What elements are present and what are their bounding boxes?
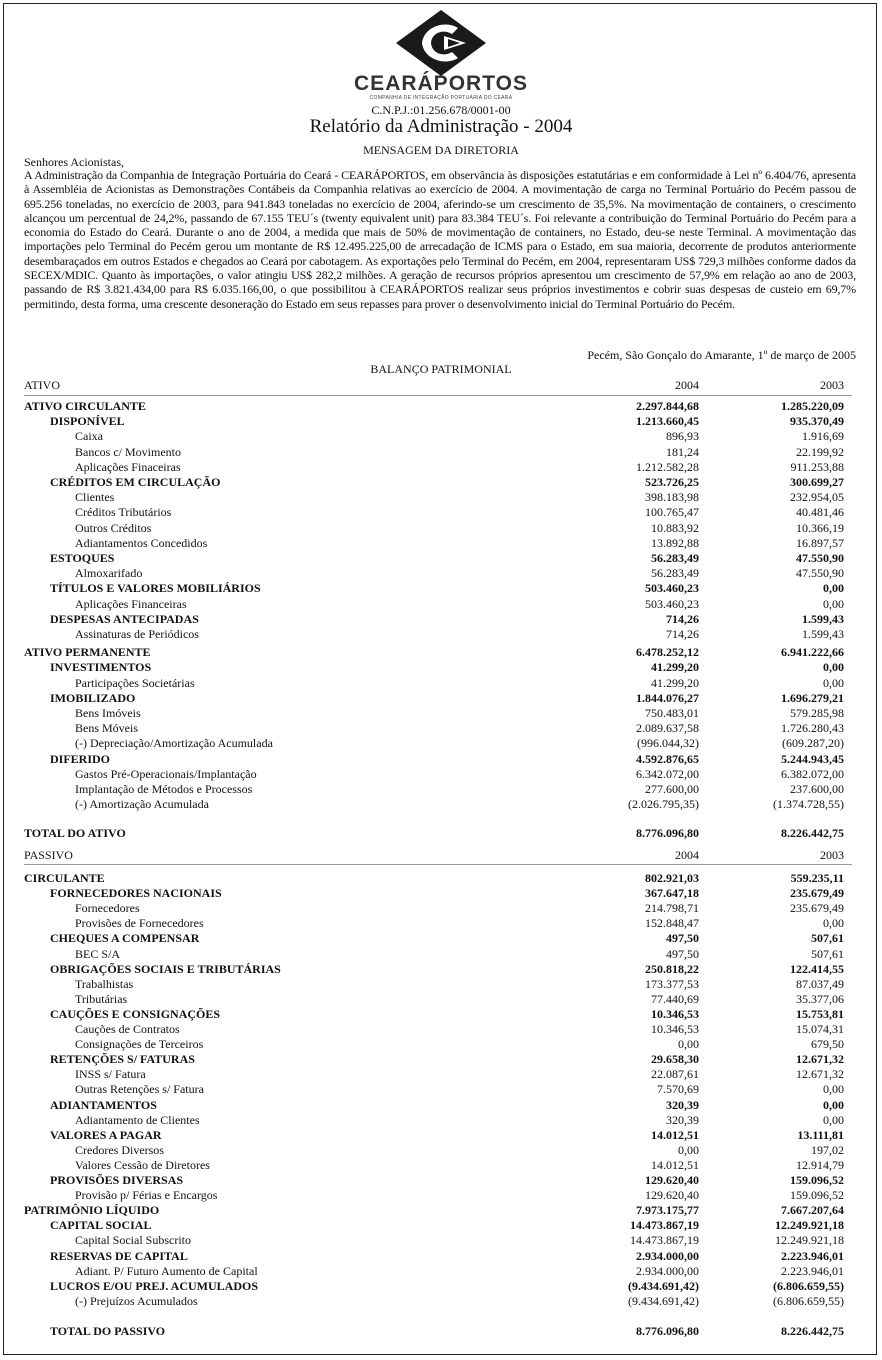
row-value-2003: 679,50 — [811, 1037, 844, 1052]
liability-row — [24, 931, 844, 946]
row-value-2004: 497,50 — [666, 946, 699, 961]
row-value-2004: 10.346,53 — [651, 1006, 699, 1021]
asset-row — [24, 660, 844, 675]
asset-row — [24, 612, 844, 627]
liability-row — [24, 1067, 844, 1082]
row-value-2003: 1.916,69 — [802, 429, 844, 444]
row-value-2003: 300.699,27 — [790, 475, 844, 489]
row-value-2004: 10.883,92 — [651, 520, 699, 535]
asset-row — [24, 566, 844, 581]
row-label: Outros Créditos — [75, 520, 152, 535]
row-value-2003: 15.074,31 — [796, 1022, 844, 1036]
row-value-2003: 13.111,81 — [797, 1127, 844, 1142]
liability-row — [24, 1294, 844, 1309]
row-value-2004: 2.934.000,00 — [636, 1248, 699, 1263]
row-label: Fornecedores — [75, 901, 140, 916]
liability-row — [24, 1279, 844, 1294]
liability-row — [24, 1143, 844, 1158]
row-label: Créditos Tributários — [75, 505, 172, 520]
row-label: Adiantamento de Clientes — [75, 1112, 200, 1127]
row-label: RESERVAS DE CAPITAL — [50, 1248, 188, 1263]
row-value-2004: 497,50 — [666, 931, 699, 946]
row-value-2004: 320,39 — [666, 1112, 699, 1127]
liability-row — [24, 871, 844, 886]
row-value-2004: 10.346,53 — [651, 1022, 699, 1036]
row-label: CRÉDITOS EM CIRCULAÇÃO — [50, 475, 221, 489]
liabilities-header-label: PASSIVO — [24, 848, 73, 862]
row-value-2003: 0,00 — [823, 581, 844, 596]
row-label: Cauções de Contratos — [75, 1022, 180, 1036]
row-value-2003: 7.667.207,64 — [781, 1203, 844, 1218]
row-value-2003: 12.671,32 — [796, 1067, 844, 1082]
row-value-2003: 6.382.072,00 — [781, 766, 844, 781]
row-value-2003: 16.897,57 — [796, 535, 844, 550]
liability-row — [24, 1249, 844, 1264]
row-value-2004: 14.012,51 — [651, 1157, 699, 1172]
row-label: ESTOQUES — [50, 551, 115, 565]
row-label: Valores Cessão de Diretores — [75, 1157, 210, 1172]
row-label: FORNECEDORES NACIONAIS — [50, 886, 222, 901]
total-assets-2004: 8.776.096,80 — [636, 826, 699, 840]
row-label: CHEQUES A COMPENSAR — [50, 931, 200, 946]
liability-row — [24, 916, 844, 931]
row-value-2003: 15.753,81 — [796, 1006, 844, 1021]
row-label: Adiantamentos Concedidos — [75, 535, 208, 550]
asset-row — [24, 445, 844, 460]
row-label: CAUÇÕES E CONSIGNAÇÕES — [50, 1006, 221, 1021]
row-value-2003: 122.414,55 — [790, 961, 844, 976]
row-label: PATRIMÔNIO LÍQUIDO — [24, 1203, 160, 1218]
row-label: DISPONÍVEL — [50, 414, 125, 429]
message-body: A Administração da Companhia de Integração Portuária do Ceará - CEARÁPORTOS, em observância às disposições estatutárias e em conformidade à Lei nº 6.404/76, apresenta à Assembléia de Acionistas as Demonstrações Contábeis da Companhia relativas ao exercício de 2004. A movimentação de carga no Terminal Portuário do Pecém passou de 695.256 toneladas, no exercício de 2003, para 941.843 toneladas no exercício de 2004, aferindo-se um crescimento de 35,5%. Na movimentação de containers, o crescimento alcançou um percentual de 24,2%, passando de 67.155 TEU´s (twenty equivalent unit) para 83.384 TEU´s. Foi relevante a contribuição do Terminal Portuário do Pecém para a economia do Estado do Ceará. Durante o ano de 2004, a medida que mais de 50% de movimentação de containers, no Estado, deu-se neste Terminal. A movimentação das importações pelo Terminal do Pecém gerou um montante de R$ 12.495.225,00 de arrecadação de ICMS para o Estado, em sua maioria, decorrente de produtos anteriormente desembaraçados em outros Estados e chegados ao Ceará por cabotagem. As exportações pelo Terminal do Pecém, em 2004, representaram US$ 729,3 milhões conforme dados da SECEX/MDIC. Quanto às importações, o valor atingiu US$ 282,2 milhões. A geração de recursos próprios apresentou um crescimento de 57,9% em relação ao ano de 2003, passando de R$ 3.821.434,00 para R$ 6.035.166,00, o que possibilitou à CEARÁPORTOS realizar seus próprios investimentos e cobrir suas despesas de custeio em 69,7% permitindo, desta forma, uma crescente desoneração do Estado em seus repasses para prover o desenvolvimento inicial do Terminal Portuário do Pecém. — [24, 168, 856, 311]
row-value-2003: 35.377,06 — [796, 991, 844, 1006]
row-label: DESPESAS ANTECIPADAS — [50, 611, 199, 626]
row-label: TÍTULOS E VALORES MOBILIÁRIOS — [50, 581, 261, 596]
row-label: (-) Amortização Acumulada — [75, 797, 209, 812]
asset-row — [24, 505, 844, 520]
row-label: Bens Imóveis — [75, 706, 141, 720]
liability-row — [24, 1203, 844, 1218]
row-value-2004: 802.921,03 — [645, 871, 699, 885]
row-value-2004: 714,26 — [666, 611, 699, 626]
row-value-2004: 29.658,30 — [651, 1052, 699, 1067]
row-label: CAPITAL SOCIAL — [50, 1218, 152, 1233]
row-label: Trabalhistas — [75, 976, 134, 991]
row-value-2004: 6.478.252,12 — [636, 645, 699, 660]
place-date: Pecém, São Gonçalo do Amarante, 1º de março de 2005 — [587, 348, 856, 362]
row-value-2003: 1.696.279,21 — [781, 690, 844, 705]
liability-row — [24, 947, 844, 962]
row-value-2003: 12.914,79 — [796, 1157, 844, 1172]
cnpj: C.N.P.J.:01.256.678/0001-00 — [371, 103, 511, 117]
liability-row — [24, 886, 844, 901]
row-value-2003: 1.285.220,09 — [781, 399, 844, 413]
row-value-2003: 197,02 — [811, 1142, 844, 1157]
row-value-2003: (6.806.659,55) — [773, 1293, 844, 1308]
row-value-2003: 0,00 — [823, 1097, 844, 1112]
salutation: Senhores Acionistas, — [24, 155, 124, 169]
row-label: Assinaturas de Periódicos — [75, 627, 199, 641]
row-value-2004: 1.212.582,28 — [636, 459, 699, 474]
row-value-2004: 277.600,00 — [645, 782, 699, 796]
row-value-2004: 56.283,49 — [651, 566, 699, 581]
asset-row — [24, 551, 844, 566]
row-value-2004: 77.440,69 — [651, 991, 699, 1006]
liability-row — [24, 1188, 844, 1203]
row-value-2003: 232.954,05 — [790, 490, 844, 505]
row-value-2003: 0,00 — [823, 916, 844, 931]
row-value-2004: 367.647,18 — [645, 886, 699, 901]
row-label: (-) Prejuízos Acumulados — [75, 1293, 198, 1308]
row-value-2004: 0,00 — [678, 1142, 699, 1157]
liability-row — [24, 1233, 844, 1248]
cearaportos-logo-icon — [386, 8, 496, 78]
divider — [24, 395, 852, 396]
asset-row — [24, 627, 844, 642]
row-value-2004: 14.473.867,19 — [630, 1218, 699, 1233]
asset-row — [24, 736, 844, 751]
assets-header-year-2003: 2003 — [820, 378, 844, 392]
row-value-2003: 12.249.921,18 — [775, 1218, 844, 1233]
row-value-2004: (9.434.691,42) — [628, 1278, 699, 1293]
total-liabilities-2003: 8.226.442,75 — [781, 1324, 844, 1338]
row-value-2004: 2.089.637,58 — [636, 721, 699, 736]
row-label: RETENÇÕES S/ FATURAS — [50, 1052, 195, 1067]
row-value-2003: 1.599,43 — [802, 627, 844, 641]
liability-row — [24, 1022, 844, 1037]
row-label: PROVISÕES DIVERSAS — [50, 1173, 184, 1187]
row-value-2004: (9.434.691,42) — [628, 1293, 699, 1308]
row-value-2004: 503.460,23 — [645, 581, 699, 596]
asset-row — [24, 414, 844, 429]
balance-sheet-title: BALANÇO PATRIMONIAL — [370, 362, 512, 376]
row-value-2004: 1.844.076,27 — [636, 690, 699, 705]
row-value-2004: 320,39 — [666, 1097, 699, 1112]
row-value-2004: 523.726,25 — [645, 475, 699, 489]
row-value-2003: 911.253,88 — [790, 459, 844, 474]
row-value-2003: 0,00 — [823, 675, 844, 690]
row-value-2004: 129.620,40 — [645, 1188, 699, 1203]
asset-row — [24, 490, 844, 505]
row-value-2004: 41.299,20 — [651, 660, 699, 675]
row-value-2003: 237.600,00 — [790, 782, 844, 796]
row-value-2003: 10.366,19 — [796, 520, 844, 535]
row-value-2004: 4.592.876,65 — [636, 751, 699, 766]
row-value-2004: 2.934.000,00 — [636, 1263, 699, 1278]
liability-row — [24, 962, 844, 977]
row-value-2003: (6.806.659,55) — [773, 1278, 844, 1293]
row-value-2003: 5.244.943,45 — [781, 751, 844, 766]
row-label: Participações Societárias — [75, 675, 195, 690]
row-value-2003: 1.726.280,43 — [781, 721, 844, 736]
row-label: Capital Social Subscrito — [75, 1233, 191, 1248]
row-label: Provisão p/ Férias e Encargos — [75, 1188, 218, 1203]
liability-row — [24, 992, 844, 1007]
row-label: Aplicações Financeiras — [75, 596, 187, 611]
asset-row — [24, 581, 844, 596]
asset-row — [24, 399, 844, 414]
row-value-2004: (2.026.795,35) — [628, 797, 699, 812]
asset-row — [24, 752, 844, 767]
row-value-2003: 559.235,11 — [790, 871, 844, 885]
row-label: BEC S/A — [75, 946, 121, 961]
asset-row — [24, 536, 844, 551]
row-value-2004: 7.570,69 — [657, 1082, 699, 1097]
row-label: Aplicações Finaceiras — [75, 459, 181, 474]
row-value-2003: 235.679,49 — [790, 886, 844, 901]
row-label: Consignações de Terceiros — [75, 1037, 204, 1052]
row-label: Gastos Pré-Operacionais/Implantação — [75, 766, 257, 781]
row-value-2004: 14.012,51 — [651, 1127, 699, 1142]
row-value-2003: (609.287,20) — [782, 736, 844, 751]
row-label: VALORES A PAGAR — [50, 1127, 162, 1142]
row-value-2003: 0,00 — [823, 660, 844, 675]
asset-row — [24, 797, 844, 812]
row-value-2004: 14.473.867,19 — [630, 1233, 699, 1248]
total-liabilities-label: TOTAL DO PASSIVO — [50, 1324, 166, 1338]
liabilities-header-year-2004: 2004 — [675, 848, 699, 862]
report-title: Relatório da Administração - 2004 — [309, 116, 573, 137]
liability-row — [24, 1173, 844, 1188]
liability-row — [24, 1082, 844, 1097]
asset-row — [24, 475, 844, 490]
asset-row — [24, 782, 844, 797]
row-label: DIFERIDO — [50, 751, 111, 766]
company-name: CEARÁPORTOS — [354, 72, 528, 95]
total-liabilities-2004: 8.776.096,80 — [636, 1324, 699, 1338]
row-label: Almoxarifado — [75, 566, 143, 581]
asset-row — [24, 691, 844, 706]
row-value-2003: 159.096,52 — [790, 1188, 844, 1203]
row-label: Adiant. P/ Futuro Aumento de Capital — [75, 1263, 258, 1278]
row-label: ATIVO PERMANENTE — [24, 645, 151, 660]
asset-row — [24, 597, 844, 612]
liability-row — [24, 1113, 844, 1128]
asset-row — [24, 460, 844, 475]
liability-row — [24, 977, 844, 992]
row-label: ADIANTAMENTOS — [50, 1097, 157, 1112]
row-value-2004: 503.460,23 — [645, 596, 699, 611]
row-value-2004: 1.213.660,45 — [636, 414, 699, 429]
row-label: (-) Depreciação/Amortização Acumulada — [75, 736, 273, 751]
row-value-2003: 507,61 — [811, 946, 844, 961]
row-label: INSS s/ Fatura — [75, 1067, 146, 1082]
row-value-2004: 181,24 — [666, 444, 699, 459]
row-value-2003: 40.481,46 — [796, 505, 844, 520]
row-label: Tributárias — [75, 991, 128, 1006]
row-value-2004: 714,26 — [666, 627, 699, 641]
row-value-2004: 7.973.175,77 — [636, 1203, 699, 1218]
row-value-2003: 0,00 — [823, 596, 844, 611]
row-label: LUCROS E/OU PREJ. ACUMULADOS — [50, 1278, 259, 1293]
row-value-2003: 0,00 — [823, 1112, 844, 1127]
row-value-2003: 2.223.946,01 — [781, 1263, 844, 1278]
row-value-2003: 12.249.921,18 — [775, 1233, 844, 1248]
divider — [24, 864, 852, 865]
row-value-2003: (1.374.728,55) — [773, 797, 844, 812]
liability-row — [24, 1037, 844, 1052]
company-subtitle: COMPANHIA DE INTEGRAÇÃO PORTUÁRIA DO CEARÁ — [369, 95, 513, 101]
row-value-2004: 173.377,53 — [645, 976, 699, 991]
row-value-2003: 0,00 — [823, 1082, 844, 1097]
liabilities-header-year-2003: 2003 — [820, 848, 844, 862]
row-value-2004: 0,00 — [678, 1037, 699, 1052]
row-value-2004: 56.283,49 — [651, 551, 699, 565]
liability-row — [24, 1158, 844, 1173]
liability-row — [24, 1098, 844, 1113]
row-value-2003: 47.550,90 — [796, 551, 844, 565]
row-value-2003: 12.671,32 — [796, 1052, 844, 1067]
row-value-2004: 13.892,88 — [651, 535, 699, 550]
row-value-2004: 214.798,71 — [645, 901, 699, 916]
row-value-2004: 129.620,40 — [645, 1173, 699, 1187]
row-value-2003: 87.037,49 — [796, 976, 844, 991]
asset-row — [24, 521, 844, 536]
row-value-2004: (996.044,32) — [637, 736, 699, 751]
assets-header-year-2004: 2004 — [675, 378, 699, 392]
asset-row — [24, 429, 844, 444]
row-label: Implantação de Métodos e Processos — [75, 782, 253, 796]
total-assets-label: TOTAL DO ATIVO — [24, 826, 126, 840]
row-label: OBRIGAÇÕES SOCIAIS E TRIBUTÁRIAS — [50, 961, 281, 976]
row-value-2004: 896,93 — [666, 429, 699, 444]
row-value-2004: 41.299,20 — [651, 675, 699, 690]
row-value-2004: 2.297.844,68 — [636, 399, 699, 413]
row-value-2004: 22.087,61 — [651, 1067, 699, 1082]
row-value-2003: 22.199,92 — [796, 444, 844, 459]
liability-row — [24, 1218, 844, 1233]
row-label: INVESTIMENTOS — [50, 660, 152, 675]
row-value-2003: 235.679,49 — [790, 901, 844, 916]
row-label: Provisões de Fornecedores — [75, 916, 204, 931]
row-value-2004: 6.342.072,00 — [636, 766, 699, 781]
liability-row — [24, 1264, 844, 1279]
row-value-2004: 750.483,01 — [645, 706, 699, 720]
liability-row — [24, 1007, 844, 1022]
liability-row — [24, 1052, 844, 1067]
asset-row — [24, 767, 844, 782]
row-value-2003: 159.096,52 — [790, 1173, 844, 1187]
row-label: IMOBILIZADO — [50, 690, 136, 705]
row-value-2003: 6.941.222,66 — [781, 645, 844, 660]
row-value-2003: 1.599,43 — [802, 611, 844, 626]
row-label: Credores Diversos — [75, 1142, 164, 1157]
asset-row — [24, 706, 844, 721]
row-value-2003: 47.550,90 — [796, 566, 844, 581]
row-label: Bens Móveis — [75, 721, 138, 736]
row-label: CIRCULANTE — [24, 871, 105, 885]
liability-row — [24, 1128, 844, 1143]
row-value-2004: 152.848,47 — [645, 916, 699, 931]
total-assets-2003: 8.226.442,75 — [781, 826, 844, 840]
liability-row — [24, 901, 844, 916]
asset-row — [24, 676, 844, 691]
asset-row — [24, 721, 844, 736]
row-value-2003: 579.285,98 — [790, 706, 844, 720]
row-label: ATIVO CIRCULANTE — [24, 399, 146, 413]
asset-row — [24, 645, 844, 660]
row-value-2004: 250.818,22 — [645, 961, 699, 976]
row-value-2004: 100.765,47 — [645, 505, 699, 520]
row-label: Clientes — [75, 490, 115, 505]
row-label: Outras Retenções s/ Fatura — [75, 1082, 204, 1097]
row-value-2003: 935.370,49 — [790, 414, 844, 429]
message-title: MENSAGEM DA DIRETORIA — [363, 143, 519, 157]
row-value-2003: 2.223.946,01 — [781, 1248, 844, 1263]
row-label: Caixa — [75, 429, 103, 444]
row-value-2004: 398.183,98 — [645, 490, 699, 505]
assets-header-label: ATIVO — [24, 378, 60, 392]
row-value-2003: 507,61 — [811, 931, 844, 946]
row-label: Bancos c/ Movimento — [75, 444, 181, 459]
